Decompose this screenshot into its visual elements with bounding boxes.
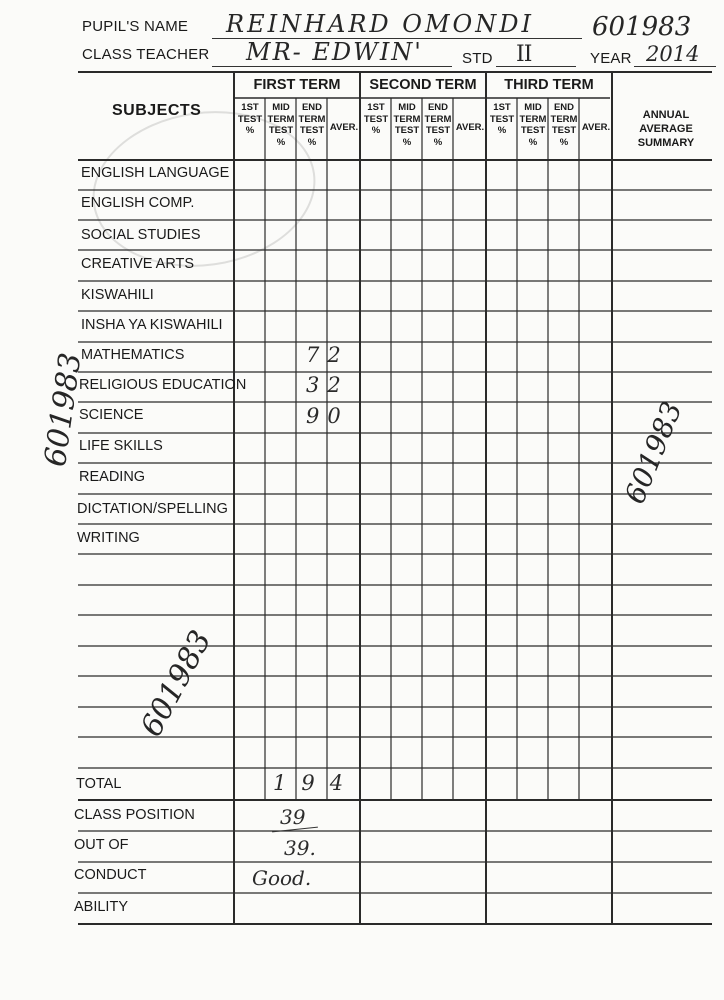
score-science: 90 [306, 404, 349, 428]
subject-english-comp: ENGLISH COMP. [81, 195, 195, 211]
col-first-test-t3: 1ST TEST % [489, 102, 515, 136]
class-teacher-label: CLASS TEACHER [82, 46, 210, 63]
col-end-term-t1: END TERM TEST % [298, 102, 326, 148]
year-label: YEAR [590, 50, 632, 67]
subjects-heading: SUBJECTS [112, 102, 202, 119]
subject-english-language: ENGLISH LANGUAGE [81, 165, 230, 181]
subject-writing: WRITING [77, 530, 140, 546]
col-first-test-t2: 1ST TEST % [363, 102, 389, 136]
score-mathematics: 72 [306, 343, 349, 367]
annual-average-summary-heading: ANNUAL AVERAGE SUMMARY [637, 109, 695, 149]
subject-reading: READING [79, 469, 146, 485]
col-end-term-t3: END TERM TEST % [550, 102, 578, 148]
ability-label: ABILITY [74, 899, 128, 915]
second-term-heading: SECOND TERM [369, 77, 477, 93]
pupils-name-value: REINHARD OMONDI [226, 10, 534, 38]
out-of-value: 39. [284, 836, 316, 860]
subject-dictation-spelling: DICTATION/SPELLING [77, 501, 228, 517]
subject-kiswahili: KISWAHILI [81, 287, 154, 303]
class-teacher-value: MR- EDWIN' [246, 38, 423, 66]
std-value: II [516, 42, 532, 67]
col-average-t2: AVER. [455, 122, 485, 133]
total-value: 194 [273, 771, 359, 795]
class-position-label: CLASS POSITION [74, 807, 195, 823]
total-label: TOTAL [76, 776, 122, 792]
conduct-value: Good. [252, 866, 312, 890]
id-number-header: 601983 [592, 12, 692, 42]
subject-religious-education: RELIGIOUS EDUCATION [79, 377, 247, 393]
col-first-test-t1: 1ST TEST % [237, 102, 263, 136]
class-position-value: 39 [280, 805, 306, 829]
first-term-heading: FIRST TERM [253, 77, 341, 93]
margin-note-lower: 601983 [134, 624, 219, 743]
out-of-label: OUT OF [74, 837, 129, 853]
third-term-heading: THIRD TERM [504, 77, 594, 93]
subject-social-studies: SOCIAL STUDIES [81, 227, 201, 243]
std-label: STD [462, 50, 493, 67]
year-value: 2014 [646, 42, 700, 66]
subject-creative-arts: CREATIVE ARTS [81, 256, 195, 272]
subject-life-skills: LIFE SKILLS [79, 438, 163, 454]
conduct-label: CONDUCT [74, 867, 147, 883]
margin-note-left: 601983 [38, 350, 89, 469]
subject-mathematics: MATHEMATICS [81, 347, 185, 363]
col-end-term-t2: END TERM TEST % [424, 102, 452, 148]
pupils-name-label: PUPIL'S NAME [82, 18, 189, 35]
col-mid-term-t1: MID TERM TEST % [267, 102, 295, 148]
col-mid-term-t2: MID TERM TEST % [393, 102, 421, 148]
subject-insha-ya-kiswahili: INSHA YA KISWAHILI [81, 317, 223, 333]
col-mid-term-t3: MID TERM TEST % [519, 102, 547, 148]
score-religious-education: 32 [306, 373, 349, 397]
margin-note-right: 601983 [618, 396, 689, 509]
col-average-t3: AVER. [581, 122, 611, 133]
col-average-t1: AVER. [329, 122, 359, 133]
subject-science: SCIENCE [79, 407, 144, 423]
